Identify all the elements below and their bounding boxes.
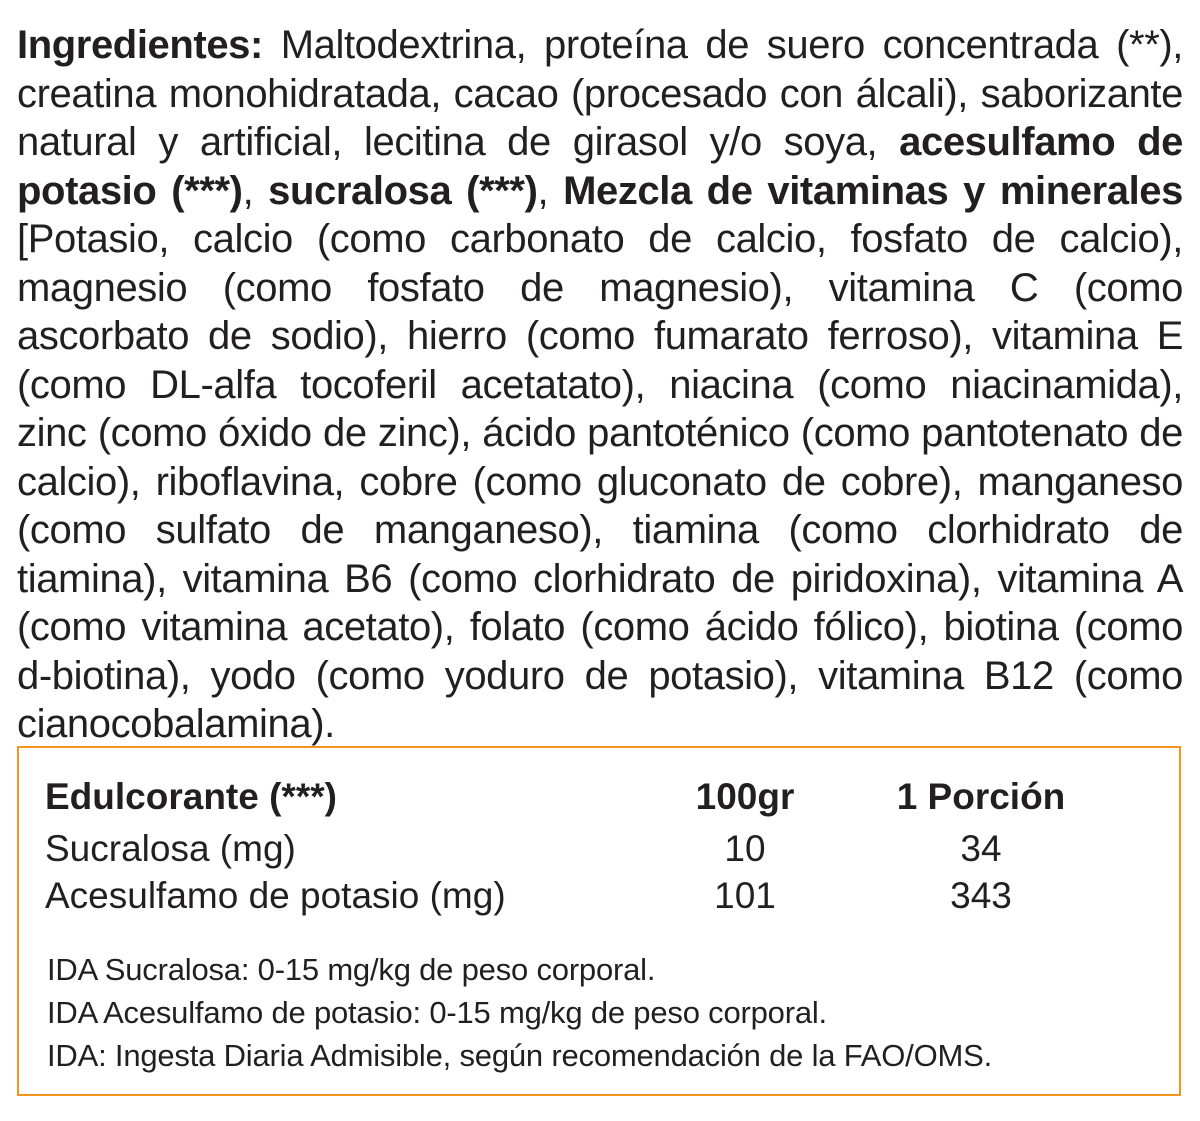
header-per-100g: 100gr: [695, 776, 795, 817]
row-per-100g: 10: [724, 828, 766, 869]
note-sucralose-ida: IDA Sucralosa: 0-15 mg/kg de peso corporal.: [47, 952, 656, 987]
note-ida-definition: IDA: Ingesta Diaria Admisible, según recomendación de la FAO/OMS.: [47, 1038, 993, 1073]
row-name: Acesulfamo de potasio (mg): [45, 875, 506, 916]
row-per-portion: 34: [960, 828, 1002, 869]
ingredient-acesulfame: acesulfamo de potasio (***): [17, 120, 1183, 213]
ida-notes: [47, 948, 992, 1077]
header-per-portion: 1 Porción: [896, 776, 1066, 817]
ingredients-text-4: [Potasio, calcio (como carbonato de calcio, fosfato de calcio), magnesio (como fosfato de magnesio), vitamina C (como ascorbato de sodio), hierro (como fumarato ferroso), vitamina E (como DL-alfa tocoferil acetatato), niacina (como niacinamida), zinc (como óxido de zinc), ácido pantoténico (como pantotenato de calcio), riboflavina, cobre (como gluconato de cobre), manganeso (como sulfato de manganeso), tiamina (como clorhidrato de tiamina), vitamina B6 (como clorhidrato de piridoxina), vitamina A (como vitamina acetato), folato (como ácido fólico), biotina (como d-biotina), yodo (como yoduro de potasio), vitamina B12 (como cianocobalamina).: [17, 217, 1183, 746]
row-name: Sucralosa (mg): [45, 828, 296, 869]
table-row: [45, 875, 1133, 922]
row-per-portion: 343: [950, 875, 1012, 916]
ingredients-separator-2: ,: [537, 168, 564, 213]
sweetener-table: [45, 776, 1133, 922]
ingredients-label: Ingredientes:: [17, 23, 263, 67]
ingredient-sucralose: sucralosa (***): [268, 168, 538, 213]
ingredients-separator-1: ,: [242, 168, 269, 213]
ingredient-vitamin-mix: Mezcla de vitaminas y minerales: [563, 168, 1183, 213]
sweetener-table-header: [45, 776, 1133, 828]
sweetener-info-box: [17, 746, 1181, 1096]
ingredients-text-1: Maltodextrina, proteína de suero concentrada (**), creatina monohidratada, cacao (procesado con álcali), saborizante natural y artificial, lecitina de girasol y/o soya,: [17, 23, 1183, 164]
ingredients-paragraph: [17, 21, 1183, 749]
table-row: [45, 828, 1133, 875]
row-per-100g: 101: [714, 875, 776, 916]
header-sweetener: Edulcorante (***): [45, 776, 337, 817]
note-acesulfame-ida: IDA Acesulfamo de potasio: 0-15 mg/kg de peso corporal.: [47, 995, 827, 1030]
